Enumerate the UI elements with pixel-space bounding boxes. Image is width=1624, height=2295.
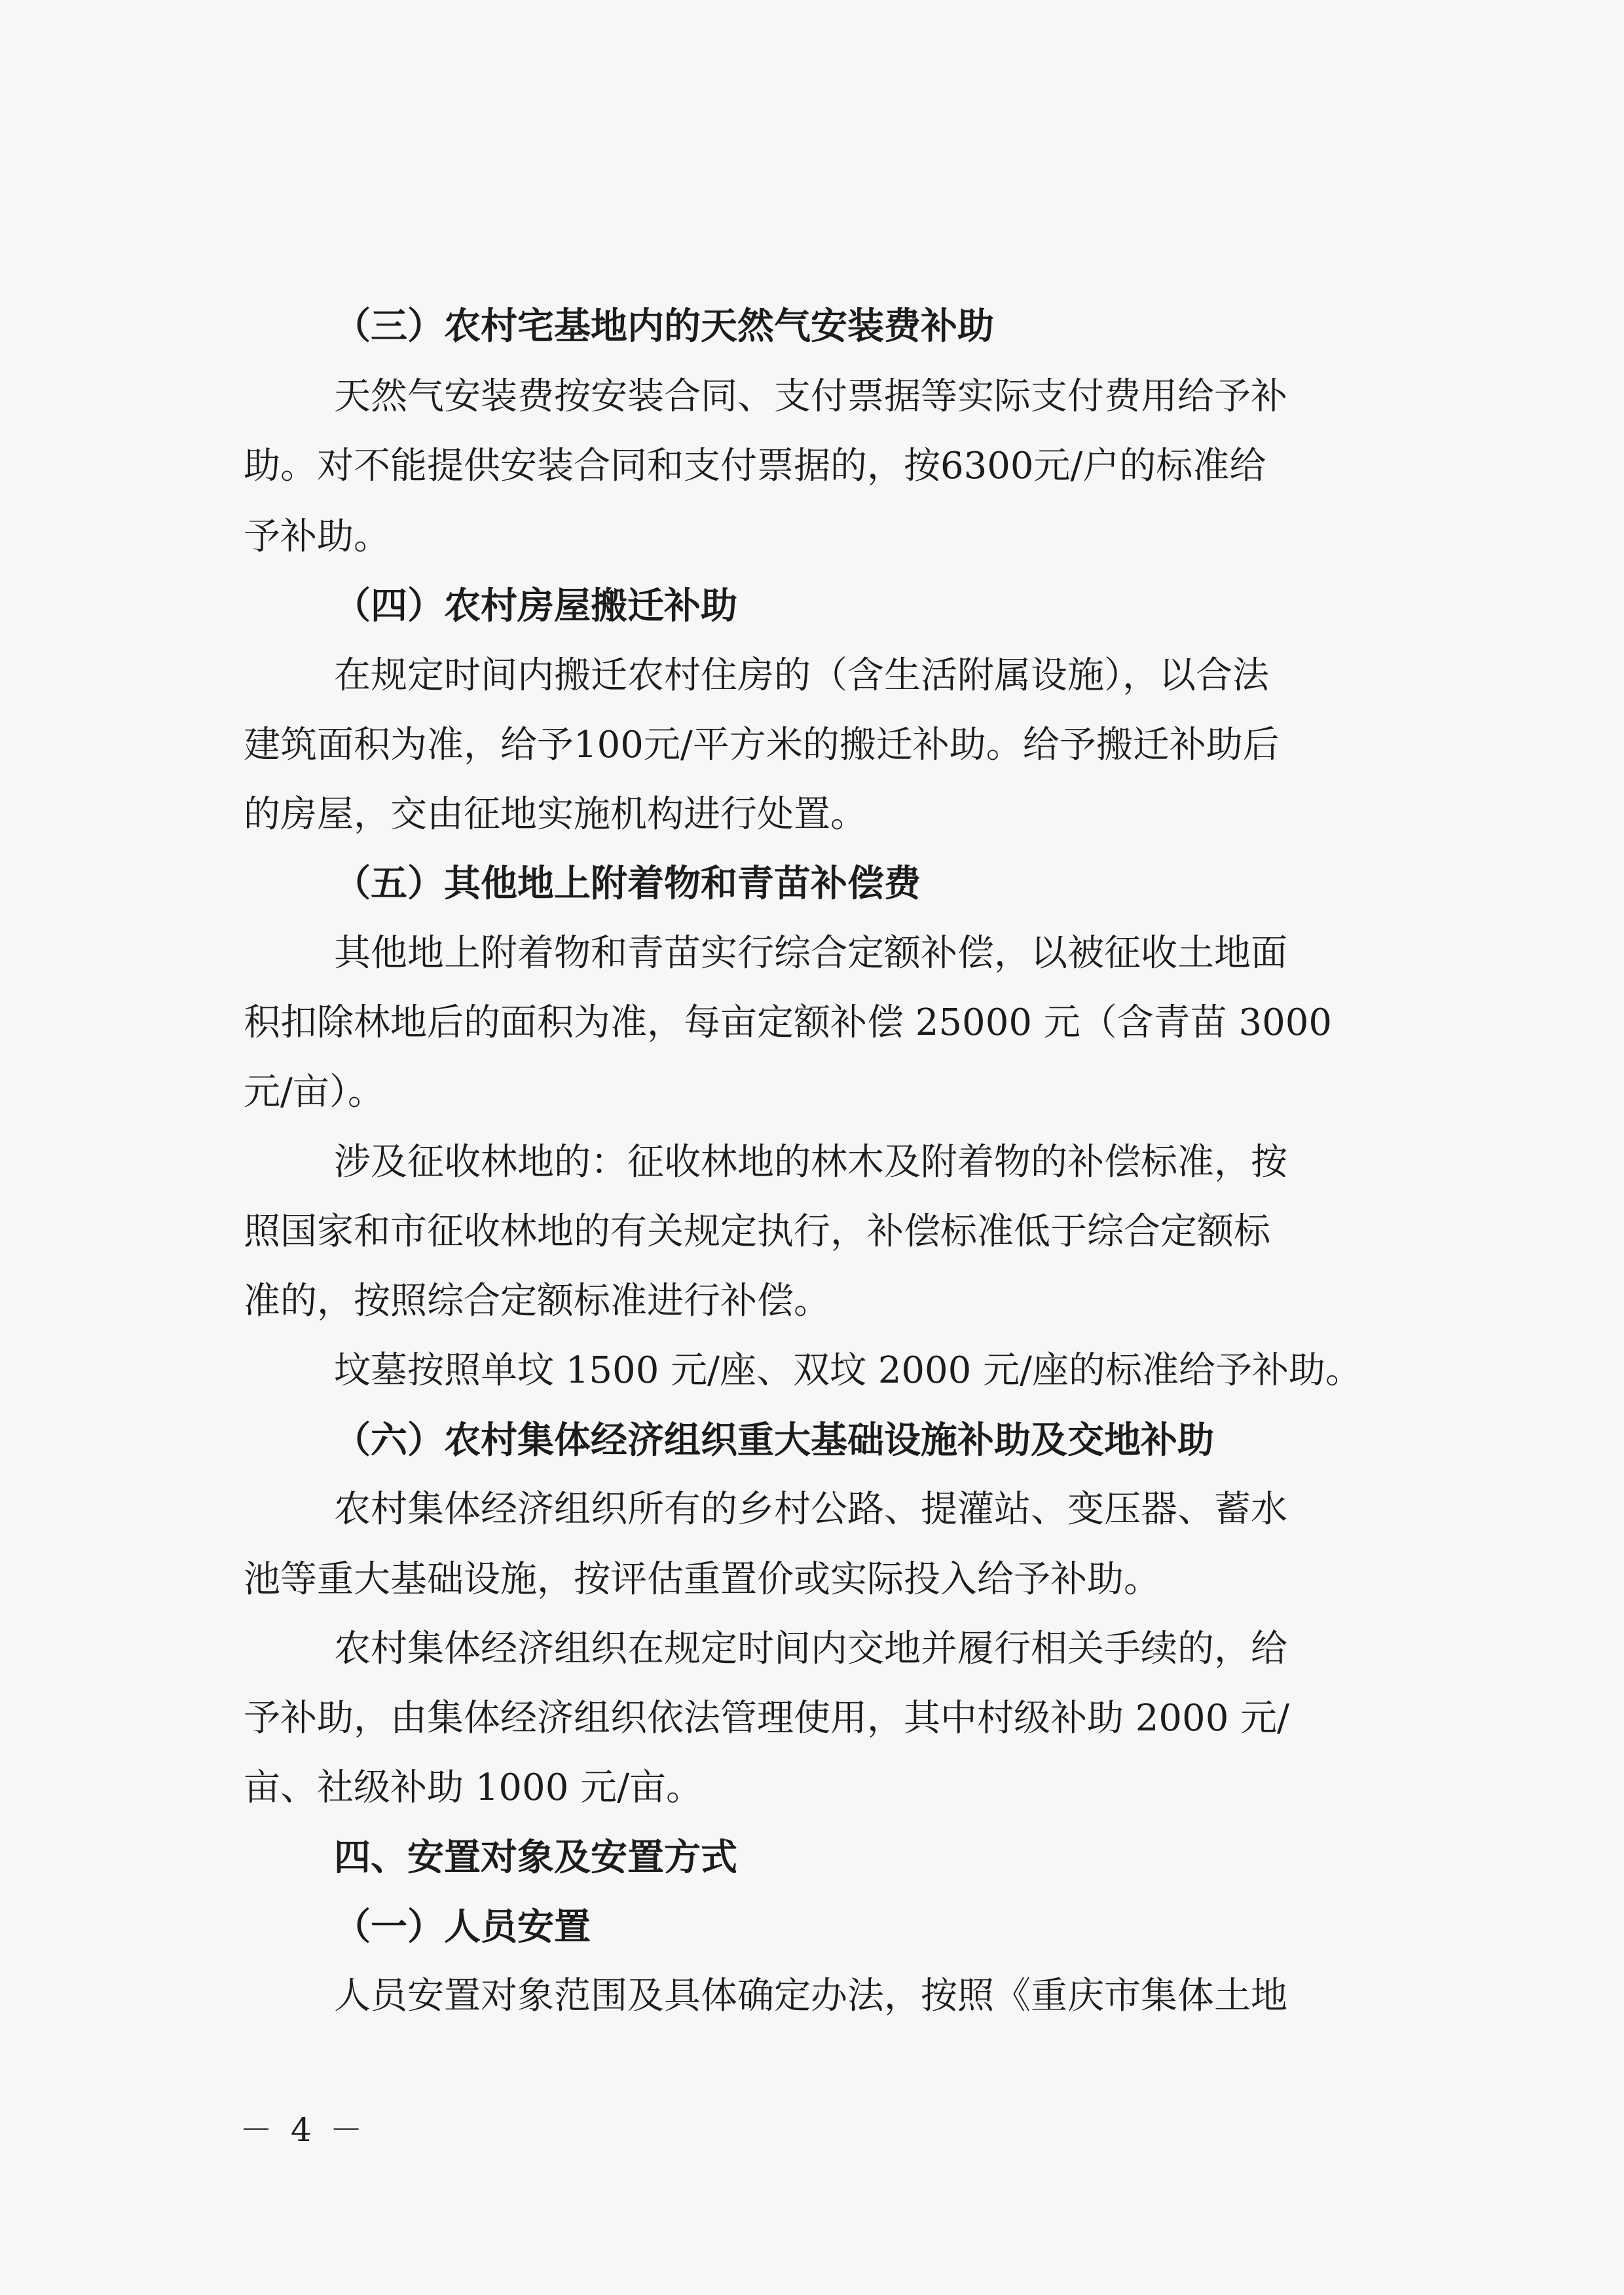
section-heading-infrastructure-subsidy: （六）农村集体经济组织重大基础设施补助及交地补助 xyxy=(334,1419,1214,1462)
paragraph-line: 积扣除林地后的面积为准，每亩定额补偿 25000 元（含青苗 3000 xyxy=(244,1001,1333,1044)
paragraph-line: 天然气安装费按安装合同、支付票据等实际支付费用给予补 xyxy=(334,375,1287,418)
paragraph-line: 予补助。 xyxy=(244,515,390,558)
paragraph-line: 予补助，由集体经济组织依法管理使用，其中村级补助 2000 元/ xyxy=(244,1697,1289,1740)
section-heading-gas-subsidy: （三）农村宅基地内的天然气安装费补助 xyxy=(334,305,994,348)
paragraph-line: 坟墓按照单坟 1500 元/座、双坟 2000 元/座的标准给予补助。 xyxy=(334,1349,1362,1392)
paragraph-line: 助。对不能提供安装合同和支付票据的，按6300元/户的标准给 xyxy=(244,445,1266,487)
page-number: － 4 － xyxy=(240,2111,367,2149)
paragraph-line: 农村集体经济组织所有的乡村公路、提灌站、变压器、蓄水 xyxy=(334,1488,1287,1531)
paragraph-line: 元/亩）。 xyxy=(244,1071,384,1113)
paragraph-line: 池等重大基础设施，按评估重置价或实际投入给予补助。 xyxy=(244,1558,1160,1601)
paragraph-line: 在规定时间内搬迁农村住房的（含生活附属设施），以合法 xyxy=(334,654,1269,697)
paragraph-line: 的房屋，交由征地实施机构进行处置。 xyxy=(244,793,867,836)
paragraph-line: 人员安置对象范围及具体确定办法，按照《重庆市集体土地 xyxy=(334,1975,1287,2017)
paragraph-line: 其他地上附着物和青苗实行综合定额补偿，以被征收土地面 xyxy=(334,932,1287,975)
paragraph-line: 照国家和市征收林地的有关规定执行，补偿标准低于综合定额标 xyxy=(244,1210,1270,1253)
subsection-heading-personnel-resettlement: （一）人员安置 xyxy=(334,1905,591,1949)
paragraph-line: 亩、社级补助 1000 元/亩。 xyxy=(244,1766,703,1809)
paragraph-line: 涉及征收林地的：征收林地的林木及附着物的补偿标准，按 xyxy=(334,1141,1287,1184)
paragraph-line: 建筑面积为准，给予100元/平方米的搬迁补助。给予搬迁补助后 xyxy=(244,724,1280,766)
section-heading-relocation-subsidy: （四）农村房屋搬迁补助 xyxy=(334,584,737,627)
paragraph-line: 准的，按照综合定额标准进行补偿。 xyxy=(244,1280,830,1322)
section-heading-resettlement: 四、安置对象及安置方式 xyxy=(334,1836,737,1879)
paragraph-line: 农村集体经济组织在规定时间内交地并履行相关手续的，给 xyxy=(334,1628,1287,1670)
section-heading-attachments-compensation: （五）其他地上附着物和青苗补偿费 xyxy=(334,862,921,905)
